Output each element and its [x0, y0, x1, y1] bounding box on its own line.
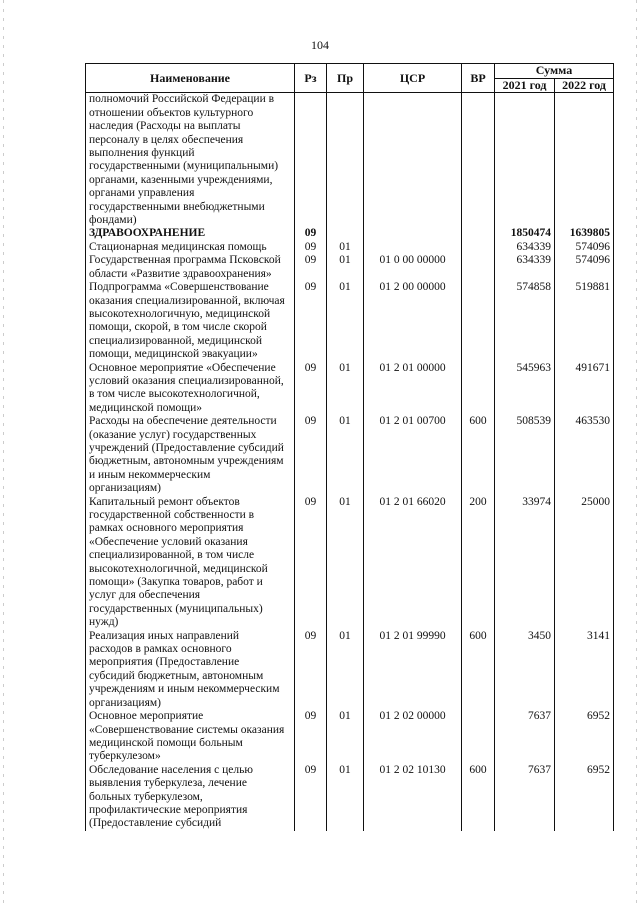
cell-name: Расходы на обеспечение деятельности (оказание услуг) государственных учреждений (Предоставление субсидий бюджетным, автономным учреждениям и иным некоммерческим организациям): [86, 415, 295, 495]
header-year-2022: 2022 год: [555, 79, 614, 93]
cell-name: Обследование населения с целью выявления туберкулеза, лечение больных туберкулезом, профилактические мероприятия (Предоставление субсидий: [86, 764, 295, 831]
cell-pr: 01: [327, 362, 364, 416]
header-vr: ВР: [462, 64, 495, 93]
cell-rz: 09: [295, 764, 327, 831]
cell-2021: 634339: [495, 254, 555, 281]
cell-csr: 01 2 01 00000: [364, 362, 462, 416]
cell-name: Реализация иных направлений расходов в рамках основного мероприятия (Предоставление субсидий бюджетным, автономным учреждениям и иным некоммерческим организациям): [86, 630, 295, 710]
scan-edge-left: [3, 0, 4, 905]
cell-vr: 600: [462, 630, 495, 710]
table-row: [86, 415, 614, 495]
cell-2022: 574096: [555, 254, 614, 281]
cell-name: Стационарная медицинская помощь: [86, 241, 295, 254]
cell-2022: 463530: [555, 415, 614, 495]
cell-rz: 09: [295, 281, 327, 361]
cell-2021: 1850474: [495, 227, 555, 240]
table-row: [86, 93, 614, 228]
cell-2021: 33974: [495, 496, 555, 630]
cell-2022: 6952: [555, 764, 614, 831]
cell-2021: 574858: [495, 281, 555, 361]
cell-rz: 09: [295, 362, 327, 416]
cell-rz: 09: [295, 710, 327, 764]
table-row: [86, 362, 614, 416]
cell-2021: 508539: [495, 415, 555, 495]
cell-name: Основное мероприятие «Обеспечение условий оказания специализированной, в том числе высокотехнологичной, медицинской помощи»: [86, 362, 295, 416]
table-row: [86, 496, 614, 630]
cell-csr: 01 2 00 00000: [364, 281, 462, 361]
cell-name: Подпрограмма «Совершенствование оказания специализированной, включая высокотехнологичную, медицинской помощи, скорой, в том числе скорой специализированной, медицинской помощи, медицинской эвакуации»: [86, 281, 295, 361]
table-row: [86, 764, 614, 831]
cell-csr: 01 2 01 99990: [364, 630, 462, 710]
cell-name: Государственная программа Псковской области «Развитие здравоохранения»: [86, 254, 295, 281]
cell-2021: 7637: [495, 764, 555, 831]
cell-vr: 600: [462, 764, 495, 831]
cell-2022: 6952: [555, 710, 614, 764]
cell-rz: 09: [295, 227, 327, 240]
header-pr: Пр: [327, 64, 364, 93]
budget-table: [85, 63, 614, 831]
page-number: 104: [311, 38, 329, 52]
cell-2021: 7637: [495, 710, 555, 764]
header-sum: Сумма: [495, 64, 614, 79]
cell-2022: 25000: [555, 496, 614, 630]
cell-2022: 574096: [555, 241, 614, 254]
cell-name: Основное мероприятие «Совершенствование системы оказания медицинской помощи больным туберкулезом»: [86, 710, 295, 764]
cell-vr: [462, 227, 495, 240]
cell-pr: 01: [327, 630, 364, 710]
cell-pr: 01: [327, 415, 364, 495]
cell-pr: 01: [327, 764, 364, 831]
cell-name: ЗДРАВООХРАНЕНИЕ: [86, 227, 295, 240]
cell-vr: [462, 254, 495, 281]
cell-rz: 09: [295, 241, 327, 254]
cell-rz: 09: [295, 630, 327, 710]
table-row: [86, 227, 614, 240]
table-body: [86, 93, 614, 831]
cell-2022: 491671: [555, 362, 614, 416]
table-row: [86, 281, 614, 361]
cell-name: Капитальный ремонт объектов государственной собственности в рамках основного мероприятия «Обеспечение условий оказания специализированной, в том числе высокотехнологичной, медицинской помощи» (Закупка товаров, работ и услуг для обеспечения государственных (муниципальных) нужд): [86, 496, 295, 630]
cell-vr: [462, 241, 495, 254]
header-year-2021: 2021 год: [495, 79, 555, 93]
cell-rz: 09: [295, 496, 327, 630]
cell-rz: [295, 93, 327, 228]
cell-pr: 01: [327, 496, 364, 630]
cell-csr: 01 0 00 00000: [364, 254, 462, 281]
cell-pr: 01: [327, 281, 364, 361]
cell-csr: 01 2 01 00700: [364, 415, 462, 495]
cell-rz: 09: [295, 415, 327, 495]
scan-edge-right: [636, 0, 637, 905]
table-row: [86, 630, 614, 710]
cell-2022: 3141: [555, 630, 614, 710]
cell-vr: [462, 710, 495, 764]
table-row: [86, 710, 614, 764]
cell-vr: 600: [462, 415, 495, 495]
cell-2021: 634339: [495, 241, 555, 254]
cell-2021: 545963: [495, 362, 555, 416]
cell-pr: 01: [327, 254, 364, 281]
cell-csr: 01 2 01 66020: [364, 496, 462, 630]
cell-2022: 519881: [555, 281, 614, 361]
cell-2021: 3450: [495, 630, 555, 710]
cell-csr: [364, 241, 462, 254]
table-row: [86, 254, 614, 281]
cell-pr: 01: [327, 710, 364, 764]
cell-vr: [462, 362, 495, 416]
header-csr: ЦСР: [364, 64, 462, 93]
cell-name: полномочий Российской Федерации в отношении объектов культурного наследия (Расходы на выплаты персоналу в целях обеспечения выполнения функций государственными (муниципальными) органами, казенными учреждениями, органами управления государственными внебюджетными фондами): [86, 93, 295, 228]
cell-csr: [364, 93, 462, 228]
cell-pr: [327, 93, 364, 228]
header-name: Наименование: [86, 64, 295, 93]
cell-rz: 09: [295, 254, 327, 281]
header-rz: Рз: [295, 64, 327, 93]
table-header: [86, 64, 614, 93]
cell-vr: [462, 281, 495, 361]
cell-2021: [495, 93, 555, 228]
table-row: [86, 241, 614, 254]
cell-vr: 200: [462, 496, 495, 630]
cell-csr: 01 2 02 10130: [364, 764, 462, 831]
cell-csr: [364, 227, 462, 240]
cell-2022: [555, 93, 614, 228]
cell-csr: 01 2 02 00000: [364, 710, 462, 764]
cell-pr: 01: [327, 241, 364, 254]
cell-pr: [327, 227, 364, 240]
cell-2022: 1639805: [555, 227, 614, 240]
cell-vr: [462, 93, 495, 228]
